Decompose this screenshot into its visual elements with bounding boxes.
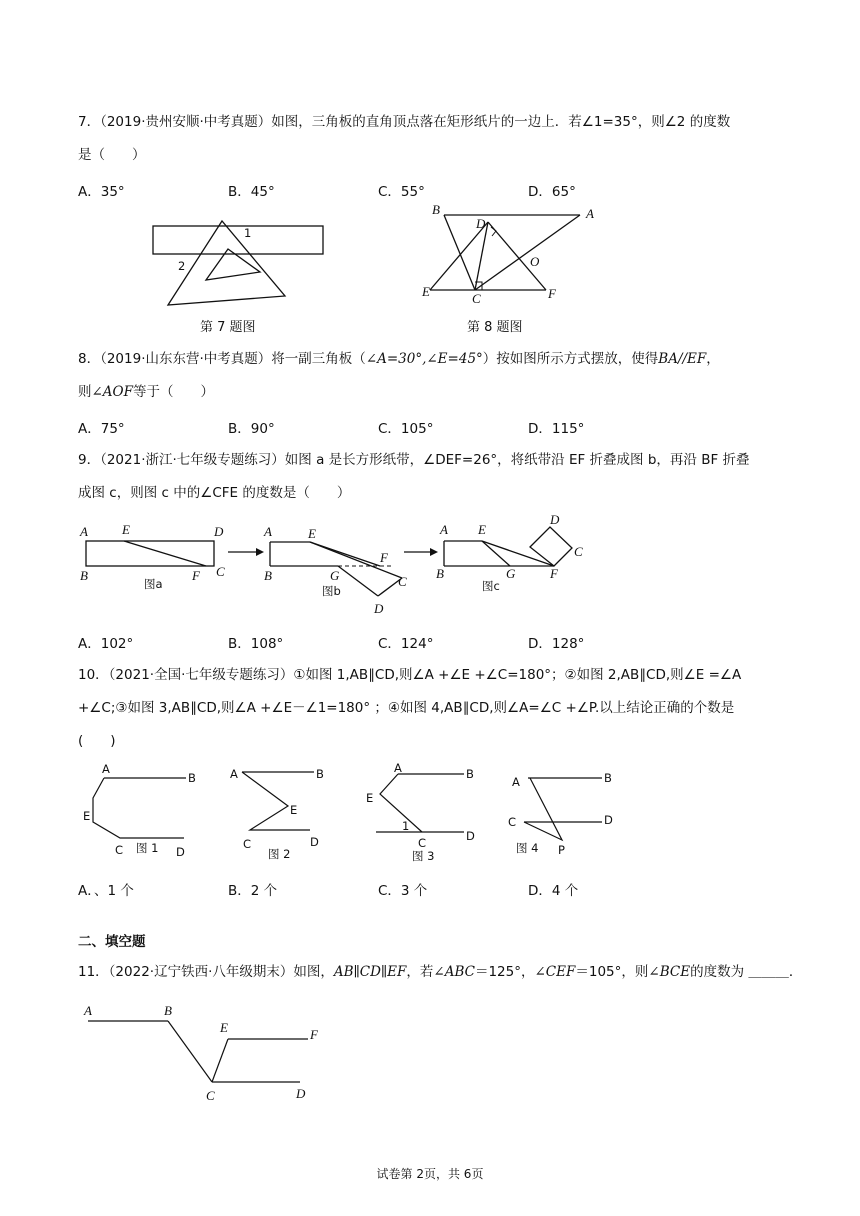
q8-option-c: C．105° [378, 421, 434, 437]
q10-fig3-label-b: B [466, 767, 474, 781]
q8-math-parallel: BA//EF [658, 351, 707, 367]
arrow-right-icon [256, 548, 264, 556]
q8-label-o: O [530, 254, 540, 269]
q11-text-g: ＝105°，则 [575, 964, 649, 980]
q7-option-d: D．65° [528, 184, 576, 200]
q8-figure [420, 204, 600, 304]
q8-stem-line2 [78, 382, 214, 402]
q11-text-e: ＝125°， [474, 964, 535, 980]
q7-label-1: 1 [244, 226, 252, 240]
q9b-label-g: G [330, 568, 340, 583]
q8-option-b: B．90° [228, 421, 275, 437]
q10-option-c: C．3 个 [378, 883, 428, 899]
q10-fig1-label-c: C [115, 843, 124, 857]
q7-option-a: A．35° [78, 184, 125, 200]
arrow-right-icon [430, 548, 438, 556]
q9a-caption: 图a [144, 577, 163, 591]
q9c-label-a: A [440, 522, 448, 537]
q7-option-c: C．55° [378, 184, 425, 200]
q10-fig1-label-b: B [188, 771, 196, 785]
q11-label-c: C [206, 1088, 215, 1103]
q10-fig3-label-a: A [394, 761, 402, 775]
q9a-label-f: F [192, 568, 200, 583]
q9a-label-b: B [80, 568, 88, 583]
q11-math-parallel: AB∥CD∥EF [333, 964, 407, 980]
q10-fig4-label-b: B [604, 771, 612, 785]
q9a-label-d: D [214, 524, 224, 539]
q10-fig2-label-d: D [310, 835, 319, 849]
q10-figures [78, 760, 638, 866]
q7-option-b: B．45° [228, 184, 275, 200]
q11-label-a: A [84, 1003, 92, 1018]
q9c-label-e: E [478, 522, 486, 537]
q9c-label-g: G [506, 566, 516, 581]
q9c-label-d: D [550, 512, 560, 527]
q10-fig1-label-a: A [102, 762, 110, 776]
q8-label-f: F [548, 286, 556, 301]
q10-fig3-label-e: E [366, 791, 374, 805]
q7-stem-line2: 是（ ） [78, 147, 146, 163]
q9a-label-a: A [80, 524, 88, 539]
q9b-label-a: A [264, 524, 272, 539]
q8-option-a: A．75° [78, 421, 125, 437]
q9c-label-b: B [436, 566, 444, 581]
q9b-caption: 图b [322, 584, 341, 598]
q10-fig3-label-c: C [418, 836, 427, 850]
section-title: 二、填空题 [78, 934, 146, 950]
q9a-label-c: C [216, 564, 225, 579]
q8-label-b: B [432, 202, 440, 217]
q8-math-aof: ∠AOF [91, 384, 133, 400]
q9b-label-c: C [398, 574, 407, 589]
q8-text-then: 则 [78, 384, 92, 400]
q9a-label-e: E [122, 522, 130, 537]
q10-fig1-label-e: E [83, 809, 91, 823]
q11-label-b: B [164, 1003, 172, 1018]
q9-option-b: B．108° [228, 636, 284, 652]
q10-option-a: A．、1 个 [78, 883, 134, 899]
q11-math-bce: ∠BCE [648, 964, 691, 980]
q10-fig1-label-d: D [176, 845, 185, 859]
q11-text-i: 的度数为 ＿＿＿． [690, 964, 803, 980]
q9b-label-e: E [308, 526, 316, 541]
q10-stem-line2: +∠C;③如图 3,AB∥CD,则∠A +∠E－∠1=180° ；④如图 4,AB∥CD,则∠A=∠C +∠P.以上结论正确的个数是 [78, 700, 735, 716]
q10-fig2-label-a: A [230, 767, 238, 781]
q8-text-e: ， [706, 351, 720, 367]
q10-option-d: D．4 个 [528, 883, 579, 899]
q9c-label-f: F [550, 566, 558, 581]
q10-fig4-caption: 图 4 [516, 841, 539, 855]
q9b-label-f: F [380, 550, 388, 565]
q10-stem-line1: 10．（2021·全国·七年级专题练习）①如图 1,AB∥CD,则∠A +∠E +∠C=180°；②如图 2,AB∥CD,则∠E =∠A [78, 667, 742, 683]
q8-option-d: D．115° [528, 421, 585, 437]
q8-figure-caption: 第 8 题图 [467, 320, 523, 335]
q9c-caption: 图c [482, 579, 500, 593]
q10-fig1-caption: 图 1 [136, 841, 159, 855]
q8-label-c: C [472, 291, 481, 306]
q10-fig3-label-d: D [466, 829, 475, 843]
q9-stem-line2: 成图 c，则图 c 中的∠CFE 的度数是（ ） [78, 485, 351, 501]
q9c-label-c: C [574, 544, 583, 559]
q10-fig4-label-c: C [508, 815, 517, 829]
q11-figure [80, 1003, 340, 1113]
q8-text-a: 8．（2019·山东东营·中考真题）将一副三角板（ [78, 351, 366, 367]
q11-stem [78, 962, 802, 982]
q8-text-c: ）按如图所示方式摆放，使得 [482, 351, 659, 367]
q10-fig2-caption: 图 2 [268, 847, 291, 861]
q10-stem-line3: ( ) [78, 733, 116, 749]
q9b-label-b: B [264, 568, 272, 583]
q10-fig2-label-e: E [290, 803, 298, 817]
q9-option-a: A．102° [78, 636, 134, 652]
q11-math-cef: ∠CEF [534, 964, 576, 980]
q11-label-d: D [296, 1086, 306, 1101]
q7-figure-caption: 第 7 题图 [200, 320, 256, 335]
q10-fig3-caption: 图 3 [412, 849, 435, 863]
q8-math-angles: ∠A=30°,∠E=45° [365, 351, 483, 367]
q8-text-equals: 等于（ ） [133, 384, 214, 400]
q7-figure [150, 218, 330, 310]
q8-label-e: E [422, 284, 430, 299]
q7-label-2: 2 [178, 259, 186, 273]
q10-fig3-label-1: 1 [402, 819, 410, 833]
q10-fig2-label-b: B [316, 767, 324, 781]
q10-option-b: B．2 个 [228, 883, 278, 899]
q8-label-a: A [586, 206, 594, 221]
q9-option-c: C．124° [378, 636, 434, 652]
q10-fig4-label-d: D [604, 813, 613, 827]
q10-fig2-label-c: C [243, 837, 252, 851]
q7-stem-line1: 7．（2019·贵州安顺·中考真题）如图，三角板的直角顶点落在矩形纸片的一边上．若∠1=35°，则∠2 的度数 [78, 114, 731, 130]
q11-label-f: F [310, 1027, 318, 1042]
q8-stem-line1 [78, 349, 720, 369]
q9b-label-d: D [374, 601, 384, 616]
q10-fig4-label-p: P [558, 843, 565, 857]
q9-figure [78, 512, 798, 624]
q11-label-e: E [220, 1020, 228, 1035]
q10-fig4-label-a: A [512, 775, 520, 789]
q11-text-c: ，若 [406, 964, 434, 980]
q11-math-abc: ∠ABC [433, 964, 475, 980]
q11-text-a: 11．（2022·辽宁铁西·八年级期末）如图， [78, 964, 334, 980]
q8-label-d: D [476, 216, 486, 231]
q9-stem-line1: 9．（2021·浙江·七年级专题练习）如图 a 是长方形纸带，∠DEF=26°，将纸带沿 EF 折叠成图 b，再沿 BF 折叠 [78, 452, 750, 468]
page-footer: 试卷第 2页，共 6页 [376, 1167, 484, 1181]
q9-option-d: D．128° [528, 636, 585, 652]
